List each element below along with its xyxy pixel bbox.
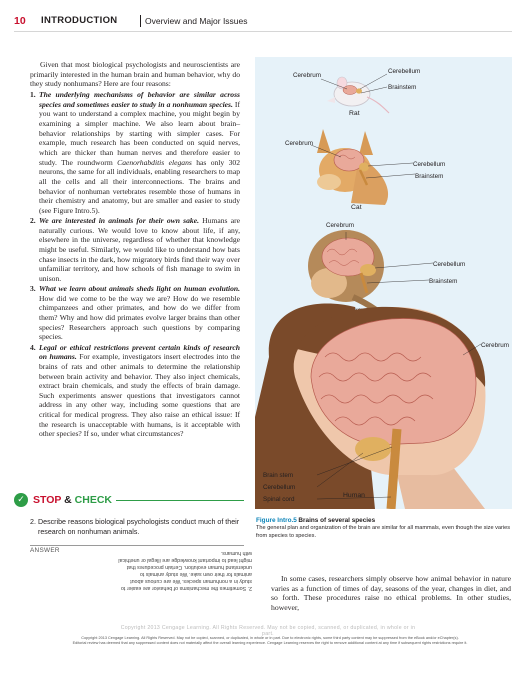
reason-item [30,343,240,440]
label-human-cerebellum: Cerebellum [263,484,296,491]
running-header [14,14,512,30]
answer-label: ANSWER [30,547,60,554]
caption-human: Human [343,492,365,499]
figure-caption [256,517,514,540]
check-word: CHECK [74,494,112,506]
caption-rat: Rat [349,110,360,117]
figure-caption-text: The general plan and organization of the brain are similar for all mammals, even though the size varies from species to species. [256,525,511,539]
label-human-cerebrum: Cerebrum [481,342,509,349]
species-name: Caenorhabditis elegans [117,157,192,167]
reason-number: 4. [30,342,36,352]
reason-body: How did we come to be the way we are? How do we resemble chimpanzees and other primates, and how do we differ from them? Why and how did primates evolve larger brains than other species? Researchers approach such questions by comparing species. [39,293,240,342]
reason-body: For example, investigators insert electrodes into the brains of rats and other animals to determine the relationship between brain activity and behavior. They also inject chemicals, extract brain chemicals, and study the effects of brain damage. Such experiments answer questions that investigators cannot address in any other way, including some questions that are critical for medical progress. They also raise an ethical issue: If the research is unacceptable with humans, is it acceptable with other species? If so, under what circumstances? [39,352,240,439]
answer-box [30,545,252,591]
reason-item [30,90,240,216]
intro-paragraph: Given that most biological psychologists and neuroscientists are primarily interested in the human brain and human behavior, why do they study nonhumans? Here are four reasons: [30,60,240,89]
label-rat-cerebellum: Cerebellum [388,68,421,75]
copyright-watermark: Copyright 2013 Cengage Learning. All Rights Reserved. May not be copied, scanned, or duplicated, in whole or in part. [120,625,416,637]
reason-number: 1. [30,89,36,99]
reason-item [30,284,240,342]
header-divider [140,15,141,27]
label-monkey-cerebrum: Cerebrum [326,222,354,229]
reason-body: Humans are naturally curious. We would love to know about life, if any, elsewhere in the universe, regardless of whether that knowledge might be useful. Similarly, we would like to understand how bats chase insects in the dark, how migratory birds find their way over unfamiliar territory, and how schools of fish manage to swim in unison. [39,216,240,283]
reason-item [30,216,240,284]
question-text: Describe reasons biological psychologists conduct much of their research on nonhuman animals. [38,518,240,536]
reason-heading: The underlying mechanisms of behavior are similar across species and sometimes easier to study in a nonhuman species. [39,89,240,109]
checkmark-icon: ✓ [14,493,28,507]
fine-print-line: Editorial review has deemed that any suppressed content does not materially affect the overall learning experience. Cengage Learning reserves the right to remove additional content at any time if subsequent rights restrictions require it. [72,641,468,646]
label-cat-brainstem: Brainstem [415,173,444,180]
label-cat-cerebrum: Cerebrum [285,140,313,147]
figure-panel [255,57,512,509]
chapter-subtitle: Overview and Major Issues [145,16,248,26]
reason-number: 2. [30,216,36,225]
fine-print [30,636,510,647]
label-rat-cerebrum: Cerebrum [293,72,321,79]
reason-heading: We are interested in animals for their own sake. [39,216,199,225]
caption-cat: Cat [351,204,362,211]
upside-down-answer: 2. Sometimes the mechanisms of behavior are easier to study in a nonhuman species. We are curious about animals for their own sake. We study animals to understand human evolution. Certain procedures that might lead to important knowledge are illegal or unethical with humans. [118,550,252,591]
label-human-brainstem: Brain stem [263,472,294,479]
reason-body: has only 302 neurons, the same for all individuals, enabling researchers to map all the cells and all their interconnections. The brains and behavior of nonhuman vertebrates resemble those of humans in their chemistry and anatomy, but are smaller and easier to study (see Figure Intro.5). [39,157,240,215]
header-rule [14,31,512,32]
figure-title: Brains of several species [298,517,376,524]
reasons-list [30,90,240,439]
label-rat-brainstem: Brainstem [388,84,417,91]
review-question [30,518,244,538]
right-body-paragraph: In some cases, researchers simply observe how animal behavior in nature varies as a function of times of day, seasons of the year, changes in diet, and so forth. These procedures raise no ethical problems. In other studies, however, [271,574,511,613]
reason-number: 3. [30,284,36,294]
reason-body: If you want to understand a complex machine, you might begin by examining a simpler machine. We also learn about brain–behavior relationships by starting with simpler cases. For example, much research has been conducted on squid nerves, which are thicker than human nerves and therefore easier to study. The roundworm [39,99,240,167]
chapter-title: INTRODUCTION [41,15,118,26]
left-column [30,60,240,440]
fine-print-line: Copyright 2013 Cengage Learning. All Rights Reserved. May not be copied, scanned, or duplicated, in whole or in part. Due to electronic rights, some third party content may be suppressed from the eBook and/or eChapter(s). [81,636,459,640]
figure-number: Figure Intro.5 [256,517,297,524]
stop-word: STOP [33,494,62,506]
reason-heading: What we learn about animals sheds light on human evolution. [39,284,240,294]
reason-heading: Legal or ethical restrictions prevent certain kinds of research on humans. [39,342,240,362]
rat-illustration [321,74,389,113]
label-cat-cerebellum: Cerebellum [413,161,446,168]
page-number: 10 [14,15,26,27]
stop-and-check-banner [12,493,244,507]
label-monkey-cerebellum: Cerebellum [433,261,466,268]
cat-illustration [311,129,415,205]
brain-illustration [255,57,512,509]
label-human-spinal-cord: Spinal cord [263,496,295,503]
stop-check-title [33,494,112,506]
banner-rule [116,500,244,501]
label-monkey-brainstem: Brainstem [429,278,458,285]
ampersand: & [64,494,72,506]
question-number: 2. [30,518,36,526]
